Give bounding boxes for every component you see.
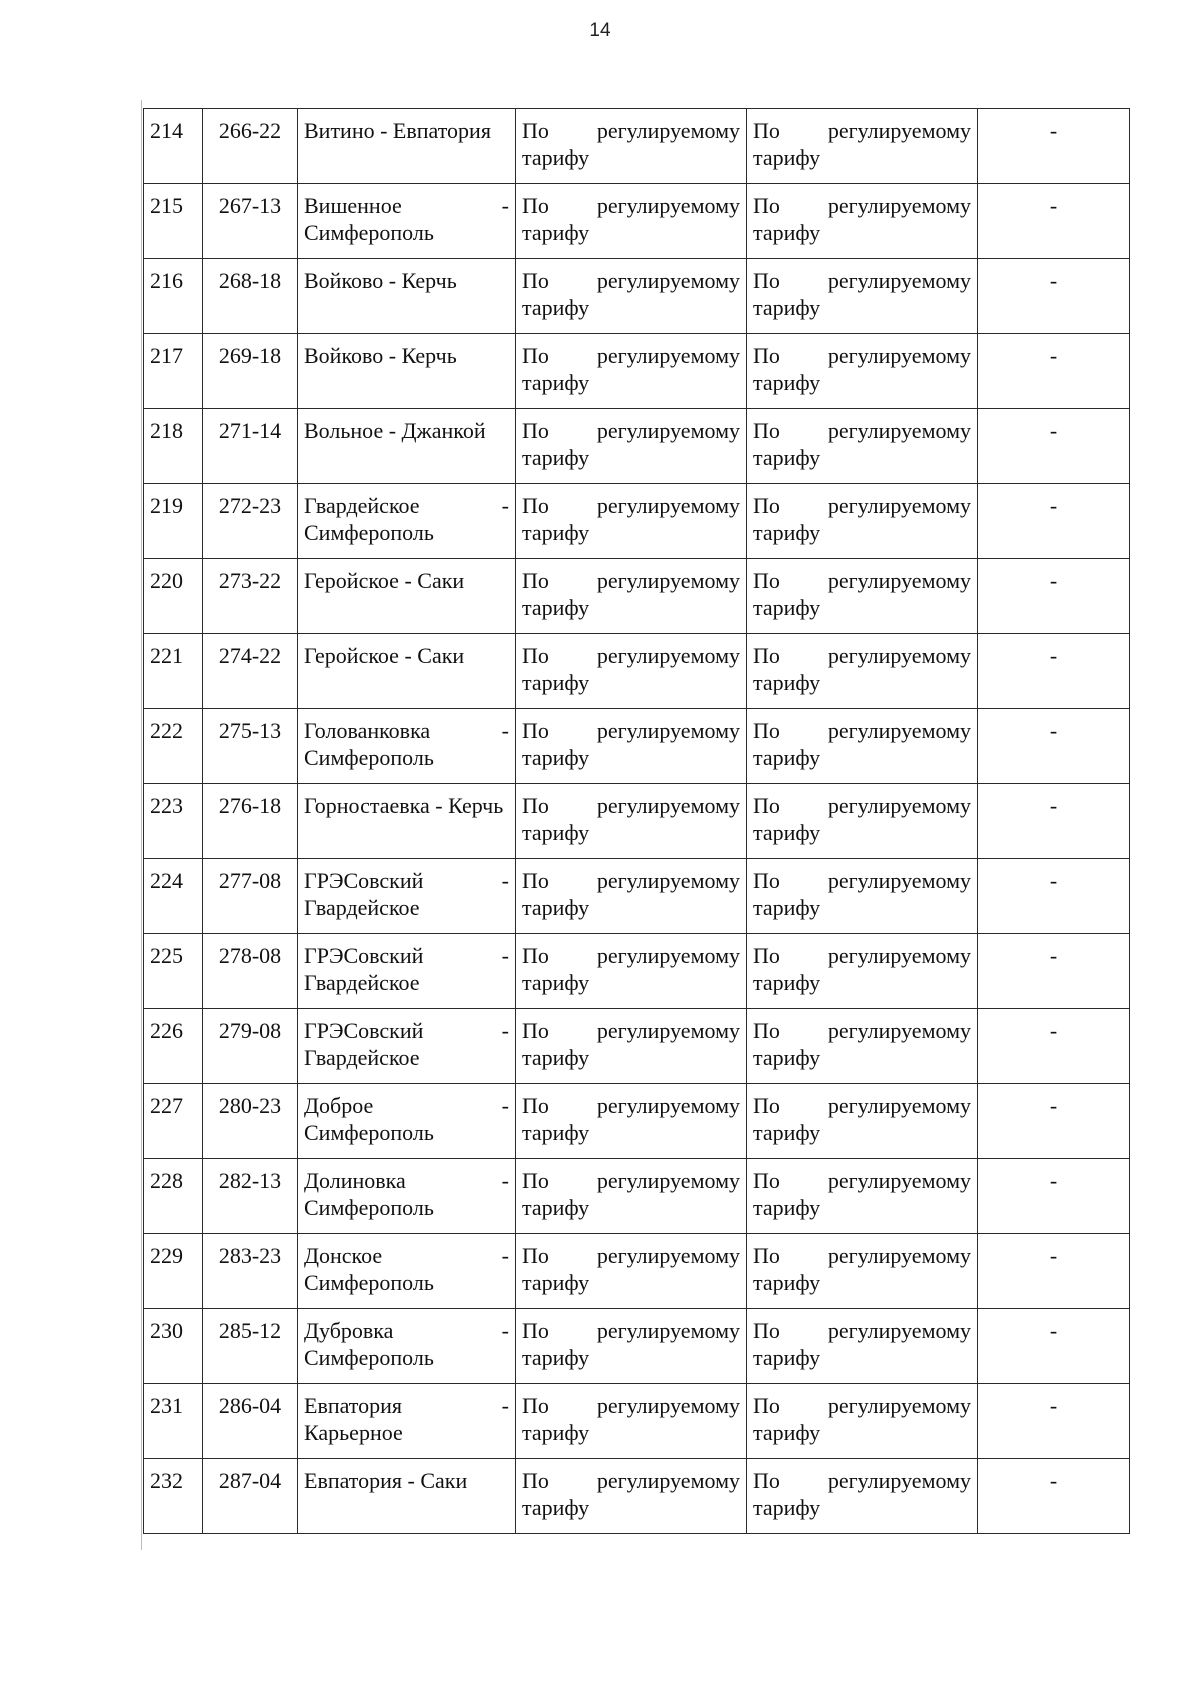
tariff-cell-2: [747, 784, 978, 859]
tariff-cell-1-word-regulated: регулируемому: [596, 868, 740, 893]
tariff-cell-1-word-regulated: регулируемому: [596, 493, 740, 518]
tariff-cell-1-line1: [522, 717, 740, 744]
tariff-cell-2-word-po: По: [753, 1093, 780, 1118]
registration-number-cell: 269-18: [203, 334, 298, 409]
registration-number-cell: 271-14: [203, 409, 298, 484]
route-name-cell: Геройское - Саки: [298, 559, 516, 634]
tariff-cell-1-line1: [522, 342, 740, 369]
tariff-cell-2-word-tariff: тарифу: [753, 1270, 821, 1295]
tariff-cell-2-word-po: По: [753, 118, 780, 143]
tariff-cell-1-word-regulated: регулируемому: [596, 193, 740, 218]
tariff-cell-1-line1: [522, 117, 740, 144]
tariff-cell-1-word-po: По: [522, 793, 549, 818]
tariff-cell-2-word-regulated: регулируемому: [827, 718, 971, 743]
table-row: [144, 934, 1130, 1009]
table-row: [144, 859, 1130, 934]
registration-number-cell: 267-13: [203, 184, 298, 259]
tariff-cell-2-line1: [753, 867, 971, 894]
tariff-cell-2-word-regulated: регулируемому: [827, 418, 971, 443]
tariff-cell-1: [516, 709, 747, 784]
tariff-cell-2-line1: [753, 942, 971, 969]
tariff-cell-2-word-po: По: [753, 718, 780, 743]
row-number-cell: 215: [144, 184, 203, 259]
tariff-cell-1-line1: [522, 267, 740, 294]
tariff-cell-1-word-tariff: тарифу: [522, 1045, 590, 1070]
tariff-cell-2-word-tariff: тарифу: [753, 895, 821, 920]
tariff-cell-2: [747, 559, 978, 634]
row-number-cell: 223: [144, 784, 203, 859]
tariff-cell-2: [747, 1009, 978, 1084]
row-number-cell: 222: [144, 709, 203, 784]
tariff-cell-1: [516, 634, 747, 709]
route-name-cell: Дубровка - Симферополь: [298, 1309, 516, 1384]
tariff-cell-2-word-po: По: [753, 643, 780, 668]
extra-cell: -: [978, 1384, 1130, 1459]
route-name-cell: Войково - Керчь: [298, 334, 516, 409]
table-row: [144, 1084, 1130, 1159]
tariff-cell-1: [516, 1009, 747, 1084]
tariff-cell-2: [747, 409, 978, 484]
tariff-cell-1-word-po: По: [522, 1093, 549, 1118]
table-row: [144, 559, 1130, 634]
tariff-cell-2-line1: [753, 792, 971, 819]
tariff-cell-2-line1: [753, 1392, 971, 1419]
tariff-cell-2-word-regulated: регулируемому: [827, 1168, 971, 1193]
extra-cell: -: [978, 1084, 1130, 1159]
tariff-cell-2-word-regulated: регулируемому: [827, 868, 971, 893]
tariff-cell-1: [516, 484, 747, 559]
tariff-cell-1-line1: [522, 417, 740, 444]
tariff-cell-2-word-tariff: тарифу: [753, 1045, 821, 1070]
route-name-cell: Вишенное - Симферополь: [298, 184, 516, 259]
page-number: 14: [589, 20, 611, 41]
row-number-cell: 216: [144, 259, 203, 334]
route-name-cell: Вольное - Джанкой: [298, 409, 516, 484]
tariff-cell-2-word-tariff: тарифу: [753, 145, 821, 170]
tariff-cell-2-word-tariff: тарифу: [753, 820, 821, 845]
tariff-cell-1-word-po: По: [522, 268, 549, 293]
extra-cell: -: [978, 934, 1130, 1009]
tariff-cell-2-word-po: По: [753, 193, 780, 218]
tariff-cell-1-word-regulated: регулируемому: [596, 793, 740, 818]
row-number-cell: 220: [144, 559, 203, 634]
tariff-cell-2-line1: [753, 192, 971, 219]
registration-number-cell: 280-23: [203, 1084, 298, 1159]
tariff-cell-2-word-regulated: регулируемому: [827, 493, 971, 518]
table-row: [144, 1159, 1130, 1234]
tariff-cell-2-word-po: По: [753, 268, 780, 293]
route-name-cell: Долиновка - Симферополь: [298, 1159, 516, 1234]
tariff-cell-2-word-tariff: тарифу: [753, 1495, 821, 1520]
registration-number-cell: 283-23: [203, 1234, 298, 1309]
extra-cell: -: [978, 409, 1130, 484]
tariff-cell-1-line1: [522, 1467, 740, 1494]
tariff-cell-1-line1: [522, 1092, 740, 1119]
row-number-cell: 232: [144, 1459, 203, 1534]
table-row: [144, 1309, 1130, 1384]
registration-number-cell: 278-08: [203, 934, 298, 1009]
tariff-cell-1: [516, 934, 747, 1009]
tariff-cell-2-line1: [753, 1092, 971, 1119]
tariff-cell-1-line1: [522, 1242, 740, 1269]
tariff-cell-2-word-po: По: [753, 943, 780, 968]
tariff-cell-2-word-tariff: тарифу: [753, 370, 821, 395]
row-number-cell: 231: [144, 1384, 203, 1459]
tariff-cell-1-word-po: По: [522, 568, 549, 593]
route-name-cell: Войково - Керчь: [298, 259, 516, 334]
registration-number-cell: 275-13: [203, 709, 298, 784]
route-name-cell: ГРЭСовский - Гвардейское: [298, 1009, 516, 1084]
tariff-cell-1-word-regulated: регулируемому: [596, 418, 740, 443]
tariff-cell-1-word-po: По: [522, 193, 549, 218]
route-name-cell: Горностаевка - Керчь: [298, 784, 516, 859]
tariff-cell-2: [747, 1159, 978, 1234]
extra-cell: -: [978, 1459, 1130, 1534]
tariff-cell-1-word-po: По: [522, 868, 549, 893]
tariff-cell-2: [747, 484, 978, 559]
table-row: [144, 409, 1130, 484]
tariff-cell-1-word-po: По: [522, 718, 549, 743]
tariff-cell-2-word-tariff: тарифу: [753, 220, 821, 245]
tariff-cell-1-word-tariff: тарифу: [522, 1495, 590, 1520]
tariff-cell-2-word-tariff: тарифу: [753, 595, 821, 620]
tariff-cell-1-word-tariff: тарифу: [522, 145, 590, 170]
tariff-cell-1: [516, 1159, 747, 1234]
table-row: [144, 334, 1130, 409]
tariff-cell-1-word-po: По: [522, 118, 549, 143]
tariff-cell-1-word-po: По: [522, 1393, 549, 1418]
tariff-cell-2: [747, 334, 978, 409]
extra-cell: -: [978, 259, 1130, 334]
route-name-cell: Евпатория - Саки: [298, 1459, 516, 1534]
tariff-cell-2-word-regulated: регулируемому: [827, 1093, 971, 1118]
table-row: [144, 1459, 1130, 1534]
table-row: [144, 784, 1130, 859]
tariff-cell-1: [516, 1084, 747, 1159]
tariff-cell-2-word-regulated: регулируемому: [827, 193, 971, 218]
route-name-cell: ГРЭСовский - Гвардейское: [298, 934, 516, 1009]
registration-number-cell: 277-08: [203, 859, 298, 934]
tariff-cell-2-line1: [753, 642, 971, 669]
tariff-cell-1-word-regulated: регулируемому: [596, 643, 740, 668]
registration-number-cell: 266-22: [203, 109, 298, 184]
tariff-cell-2-word-tariff: тарифу: [753, 670, 821, 695]
registration-number-cell: 286-04: [203, 1384, 298, 1459]
tariff-cell-1-word-tariff: тарифу: [522, 595, 590, 620]
extra-cell: -: [978, 184, 1130, 259]
tariff-cell-2-word-po: По: [753, 1468, 780, 1493]
tariff-cell-1-word-regulated: регулируемому: [596, 1168, 740, 1193]
tariff-cell-2-word-po: По: [753, 1018, 780, 1043]
tariff-cell-1-word-po: По: [522, 493, 549, 518]
tariff-cell-2: [747, 184, 978, 259]
tariff-cell-2-word-tariff: тарифу: [753, 520, 821, 545]
tariff-cell-2: [747, 1084, 978, 1159]
tariff-cell-1-line1: [522, 1392, 740, 1419]
tariff-cell-1-word-regulated: регулируемому: [596, 568, 740, 593]
tariff-cell-2-word-po: По: [753, 493, 780, 518]
tariff-cell-1-word-tariff: тарифу: [522, 445, 590, 470]
tariff-cell-2-word-tariff: тарифу: [753, 445, 821, 470]
tariff-cell-2-word-po: По: [753, 1168, 780, 1193]
tariff-cell-1-word-po: По: [522, 418, 549, 443]
registration-number-cell: 276-18: [203, 784, 298, 859]
tariff-cell-1: [516, 559, 747, 634]
tariff-cell-1-word-regulated: регулируемому: [596, 1093, 740, 1118]
route-name-cell: Геройское - Саки: [298, 634, 516, 709]
tariff-cell-2-word-tariff: тарифу: [753, 295, 821, 320]
tariff-cell-2-line1: [753, 492, 971, 519]
row-number-cell: 224: [144, 859, 203, 934]
table-row: [144, 634, 1130, 709]
table-row: [144, 709, 1130, 784]
tariff-cell-1-word-po: По: [522, 1318, 549, 1343]
row-number-cell: 219: [144, 484, 203, 559]
tariff-cell-2-word-po: По: [753, 1393, 780, 1418]
tariff-cell-1: [516, 409, 747, 484]
tariff-cell-2: [747, 1459, 978, 1534]
tariff-cell-1-word-regulated: регулируемому: [596, 118, 740, 143]
table-row: [144, 184, 1130, 259]
row-number-cell: 228: [144, 1159, 203, 1234]
row-number-cell: 229: [144, 1234, 203, 1309]
table-body: [144, 109, 1130, 1534]
registration-number-cell: 274-22: [203, 634, 298, 709]
row-number-cell: 214: [144, 109, 203, 184]
tariff-cell-1-line1: [522, 567, 740, 594]
tariff-cell-1-word-regulated: регулируемому: [596, 718, 740, 743]
row-number-cell: 217: [144, 334, 203, 409]
tariff-cell-1-word-tariff: тарифу: [522, 1195, 590, 1220]
tariff-cell-2-line1: [753, 1317, 971, 1344]
tariff-cell-2-word-tariff: тарифу: [753, 1345, 821, 1370]
registration-number-cell: 273-22: [203, 559, 298, 634]
tariff-cell-2: [747, 1234, 978, 1309]
route-name-cell: Гвардейское - Симферополь: [298, 484, 516, 559]
tariff-cell-1-word-tariff: тарифу: [522, 1420, 590, 1445]
route-name-cell: Голованковка - Симферополь: [298, 709, 516, 784]
tariff-cell-2-word-regulated: регулируемому: [827, 568, 971, 593]
tariff-cell-1-word-po: По: [522, 643, 549, 668]
extra-cell: -: [978, 559, 1130, 634]
extra-cell: -: [978, 634, 1130, 709]
row-number-cell: 230: [144, 1309, 203, 1384]
tariff-cell-2: [747, 259, 978, 334]
tariff-cell-1-word-tariff: тарифу: [522, 670, 590, 695]
tariff-cell-2-word-regulated: регулируемому: [827, 118, 971, 143]
tariff-cell-1-word-tariff: тарифу: [522, 820, 590, 845]
tariff-cell-1: [516, 109, 747, 184]
tariff-cell-1: [516, 1309, 747, 1384]
tariff-cell-1-word-tariff: тарифу: [522, 1345, 590, 1370]
table-row: [144, 109, 1130, 184]
extra-cell: -: [978, 484, 1130, 559]
tariff-cell-2-word-po: По: [753, 568, 780, 593]
tariff-cell-2-line1: [753, 342, 971, 369]
tariff-cell-2-word-tariff: тарифу: [753, 1120, 821, 1145]
tariff-cell-2-word-regulated: регулируемому: [827, 1468, 971, 1493]
tariff-cell-1: [516, 1234, 747, 1309]
tariff-cell-1: [516, 184, 747, 259]
tariff-cell-2: [747, 634, 978, 709]
tariff-cell-1-line1: [522, 1167, 740, 1194]
tariff-cell-1-word-regulated: регулируемому: [596, 1318, 740, 1343]
row-number-cell: 226: [144, 1009, 203, 1084]
tariff-cell-2-line1: [753, 1017, 971, 1044]
tariff-cell-2-line1: [753, 717, 971, 744]
tariff-cell-2-word-po: По: [753, 793, 780, 818]
tariff-cell-1-line1: [522, 642, 740, 669]
route-name-cell: Витино - Евпатория: [298, 109, 516, 184]
tariff-cell-2-word-po: По: [753, 868, 780, 893]
tariff-cell-2-word-regulated: регулируемому: [827, 643, 971, 668]
tariff-cell-2-word-regulated: регулируемому: [827, 1318, 971, 1343]
tariff-cell-2-word-po: По: [753, 343, 780, 368]
row-number-cell: 227: [144, 1084, 203, 1159]
extra-cell: -: [978, 1159, 1130, 1234]
route-name-cell: Доброе - Симферополь: [298, 1084, 516, 1159]
registration-number-cell: 272-23: [203, 484, 298, 559]
table-row: [144, 259, 1130, 334]
tariff-cell-1-line1: [522, 192, 740, 219]
scan-edge-line: [141, 100, 142, 1550]
registration-number-cell: 285-12: [203, 1309, 298, 1384]
table-row: [144, 1009, 1130, 1084]
tariff-cell-1-line1: [522, 492, 740, 519]
tariff-cell-1-word-tariff: тарифу: [522, 220, 590, 245]
tariff-cell-2: [747, 934, 978, 1009]
extra-cell: -: [978, 784, 1130, 859]
tariff-cell-1: [516, 1384, 747, 1459]
extra-cell: -: [978, 334, 1130, 409]
tariff-cell-2-line1: [753, 1242, 971, 1269]
tariff-cell-2-line1: [753, 267, 971, 294]
tariff-cell-1: [516, 259, 747, 334]
tariff-cell-2-word-po: По: [753, 1243, 780, 1268]
tariff-cell-2: [747, 859, 978, 934]
tariff-cell-1-line1: [522, 867, 740, 894]
tariff-cell-2-word-regulated: регулируемому: [827, 943, 971, 968]
tariff-cell-1-word-regulated: регулируемому: [596, 943, 740, 968]
tariff-cell-1-word-tariff: тарифу: [522, 745, 590, 770]
row-number-cell: 225: [144, 934, 203, 1009]
tariff-cell-2-line1: [753, 417, 971, 444]
tariff-cell-1-word-po: По: [522, 1018, 549, 1043]
tariff-cell-2-word-tariff: тарифу: [753, 745, 821, 770]
tariff-cell-2-line1: [753, 1167, 971, 1194]
tariff-cell-1-word-po: По: [522, 1468, 549, 1493]
registration-number-cell: 268-18: [203, 259, 298, 334]
tariff-cell-1-word-regulated: регулируемому: [596, 268, 740, 293]
tariff-cell-2: [747, 709, 978, 784]
tariff-cell-1-word-tariff: тарифу: [522, 1120, 590, 1145]
tariff-cell-1: [516, 784, 747, 859]
tariff-cell-2-word-regulated: регулируемому: [827, 1243, 971, 1268]
tariff-cell-1-word-regulated: регулируемому: [596, 343, 740, 368]
row-number-cell: 221: [144, 634, 203, 709]
extra-cell: -: [978, 1309, 1130, 1384]
table-row: [144, 1234, 1130, 1309]
tariff-cell-1-word-po: По: [522, 343, 549, 368]
tariff-cell-1-line1: [522, 1317, 740, 1344]
tariff-cell-1-word-po: По: [522, 1168, 549, 1193]
tariff-cell-2: [747, 1309, 978, 1384]
tariff-cell-2-line1: [753, 117, 971, 144]
tariff-cell-2-word-regulated: регулируемому: [827, 268, 971, 293]
extra-cell: -: [978, 859, 1130, 934]
tariff-cell-1-word-tariff: тарифу: [522, 1270, 590, 1295]
tariff-cell-2-word-regulated: регулируемому: [827, 343, 971, 368]
tariff-cell-1-word-regulated: регулируемому: [596, 1393, 740, 1418]
route-register-table: [143, 108, 1130, 1534]
route-name-cell: Донское - Симферополь: [298, 1234, 516, 1309]
tariff-cell-1-word-regulated: регулируемому: [596, 1018, 740, 1043]
tariff-cell-1-line1: [522, 792, 740, 819]
tariff-cell-1-word-tariff: тарифу: [522, 520, 590, 545]
tariff-cell-2-word-regulated: регулируемому: [827, 1018, 971, 1043]
route-name-cell: Евпатория - Карьерное: [298, 1384, 516, 1459]
tariff-cell-2-word-tariff: тарифу: [753, 1195, 821, 1220]
tariff-cell-2-line1: [753, 567, 971, 594]
tariff-cell-2-word-regulated: регулируемому: [827, 1393, 971, 1418]
tariff-cell-2-word-regulated: регулируемому: [827, 793, 971, 818]
tariff-cell-1: [516, 334, 747, 409]
tariff-cell-1-word-regulated: регулируемому: [596, 1468, 740, 1493]
tariff-cell-1-word-po: По: [522, 943, 549, 968]
registration-number-cell: 282-13: [203, 1159, 298, 1234]
tariff-cell-1: [516, 859, 747, 934]
tariff-cell-1-line1: [522, 942, 740, 969]
tariff-cell-1-word-po: По: [522, 1243, 549, 1268]
tariff-cell-1-word-tariff: тарифу: [522, 895, 590, 920]
extra-cell: -: [978, 1234, 1130, 1309]
tariff-cell-1-word-tariff: тарифу: [522, 295, 590, 320]
tariff-cell-2-word-tariff: тарифу: [753, 1420, 821, 1445]
tariff-cell-1: [516, 1459, 747, 1534]
extra-cell: -: [978, 109, 1130, 184]
extra-cell: -: [978, 709, 1130, 784]
registration-number-cell: 287-04: [203, 1459, 298, 1534]
table-row: [144, 484, 1130, 559]
table-row: [144, 1384, 1130, 1459]
registration-number-cell: 279-08: [203, 1009, 298, 1084]
tariff-cell-2: [747, 109, 978, 184]
tariff-cell-2-word-po: По: [753, 1318, 780, 1343]
extra-cell: -: [978, 1009, 1130, 1084]
tariff-cell-1-word-regulated: регулируемому: [596, 1243, 740, 1268]
tariff-cell-2: [747, 1384, 978, 1459]
tariff-cell-1-line1: [522, 1017, 740, 1044]
tariff-cell-2-word-tariff: тарифу: [753, 970, 821, 995]
tariff-cell-1-word-tariff: тарифу: [522, 370, 590, 395]
tariff-cell-1-word-tariff: тарифу: [522, 970, 590, 995]
tariff-cell-2-word-po: По: [753, 418, 780, 443]
tariff-cell-2-line1: [753, 1467, 971, 1494]
route-name-cell: ГРЭСовский - Гвардейское: [298, 859, 516, 934]
row-number-cell: 218: [144, 409, 203, 484]
